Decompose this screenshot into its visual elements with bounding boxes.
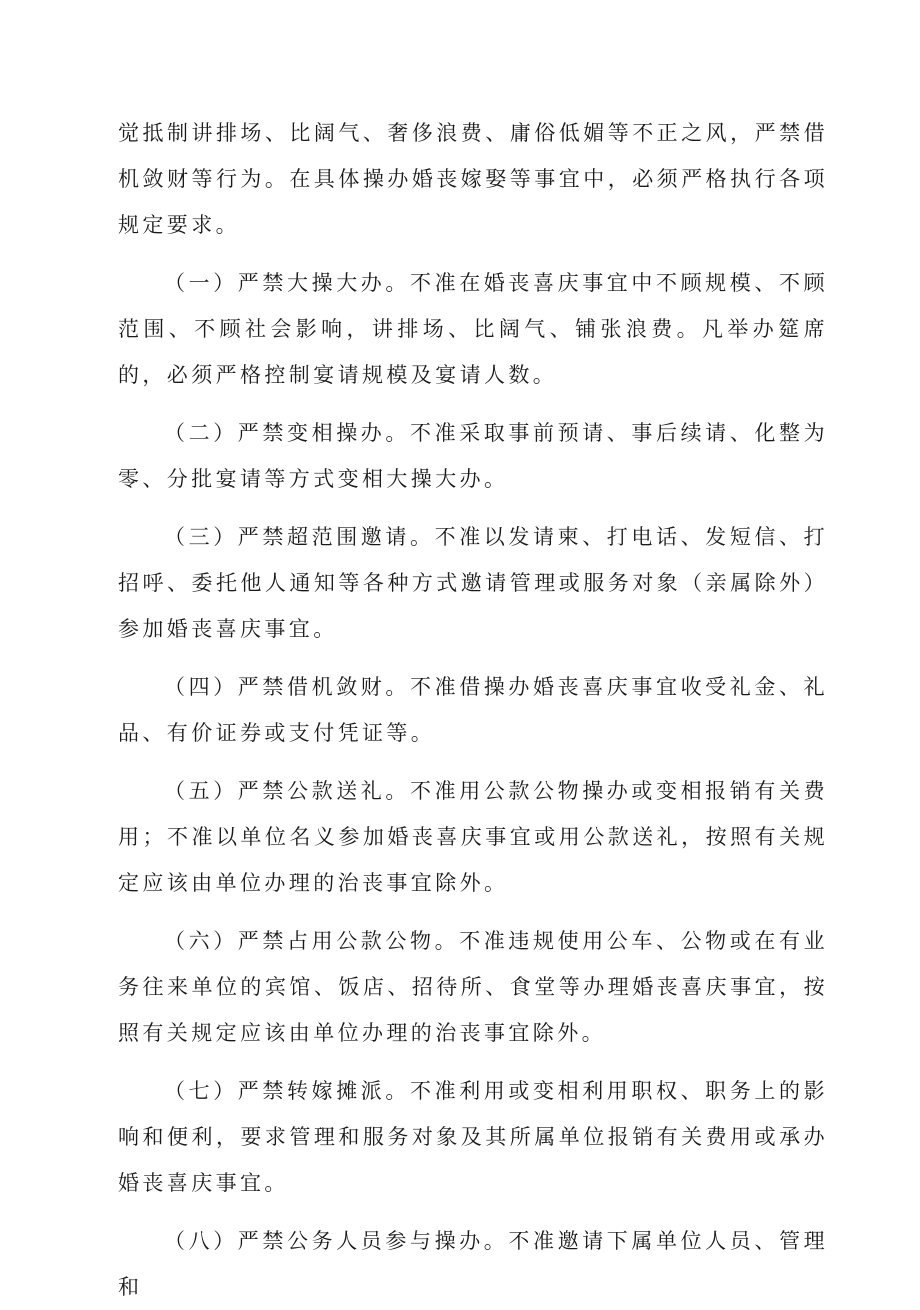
paragraph-item-4: （四）严禁借机敛财。不准借操办婚丧喜庆事宜收受礼金、礼品、有价证券或支付凭证等。 <box>118 675 828 745</box>
paragraph-item-2: （二）严禁变相操办。不准采取事前预请、事后续请、化整为零、分批宴请等方式变相大操大办。 <box>118 421 828 491</box>
paragraph-item-7: （七）严禁转嫁摊派。不准利用或变相利用职权、职务上的影响和便利，要求管理和服务对象及其所属单位报销有关费用或承办婚丧喜庆事宜。 <box>118 1079 828 1195</box>
paragraph-item-8: （八）严禁公务人员参与操办。不准邀请下属单位人员、管理和 <box>118 1229 828 1299</box>
paragraph-item-5: （五）严禁公款送礼。不准用公款公物操办或变相报销有关费用；不准以单位名义参加婚丧喜庆事宜或用公款送礼，按照有关规定应该由单位办理的治丧事宜除外。 <box>118 779 828 895</box>
paragraph-item-6: （六）严禁占用公款公物。不准违规使用公车、公物或在有业务往来单位的宾馆、饭店、招待所、食堂等办理婚丧喜庆事宜，按照有关规定应该由单位办理的治丧事宜除外。 <box>118 929 828 1045</box>
paragraph-intro-continuation: 觉抵制讲排场、比阔气、奢侈浪费、庸俗低媚等不正之风，严禁借机敛财等行为。在具体操办婚丧嫁娶等事宜中，必须严格执行各项规定要求。 <box>118 121 828 237</box>
paragraph-item-1: （一）严禁大操大办。不准在婚丧喜庆事宜中不顾规模、不顾范围、不顾社会影响，讲排场、比阔气、铺张浪费。凡举办筵席的，必须严格控制宴请规模及宴请人数。 <box>118 271 828 387</box>
paragraph-item-3: （三）严禁超范围邀请。不准以发请柬、打电话、发短信、打招呼、委托他人通知等各种方式邀请管理或服务对象（亲属除外）参加婚丧喜庆事宜。 <box>118 525 828 641</box>
